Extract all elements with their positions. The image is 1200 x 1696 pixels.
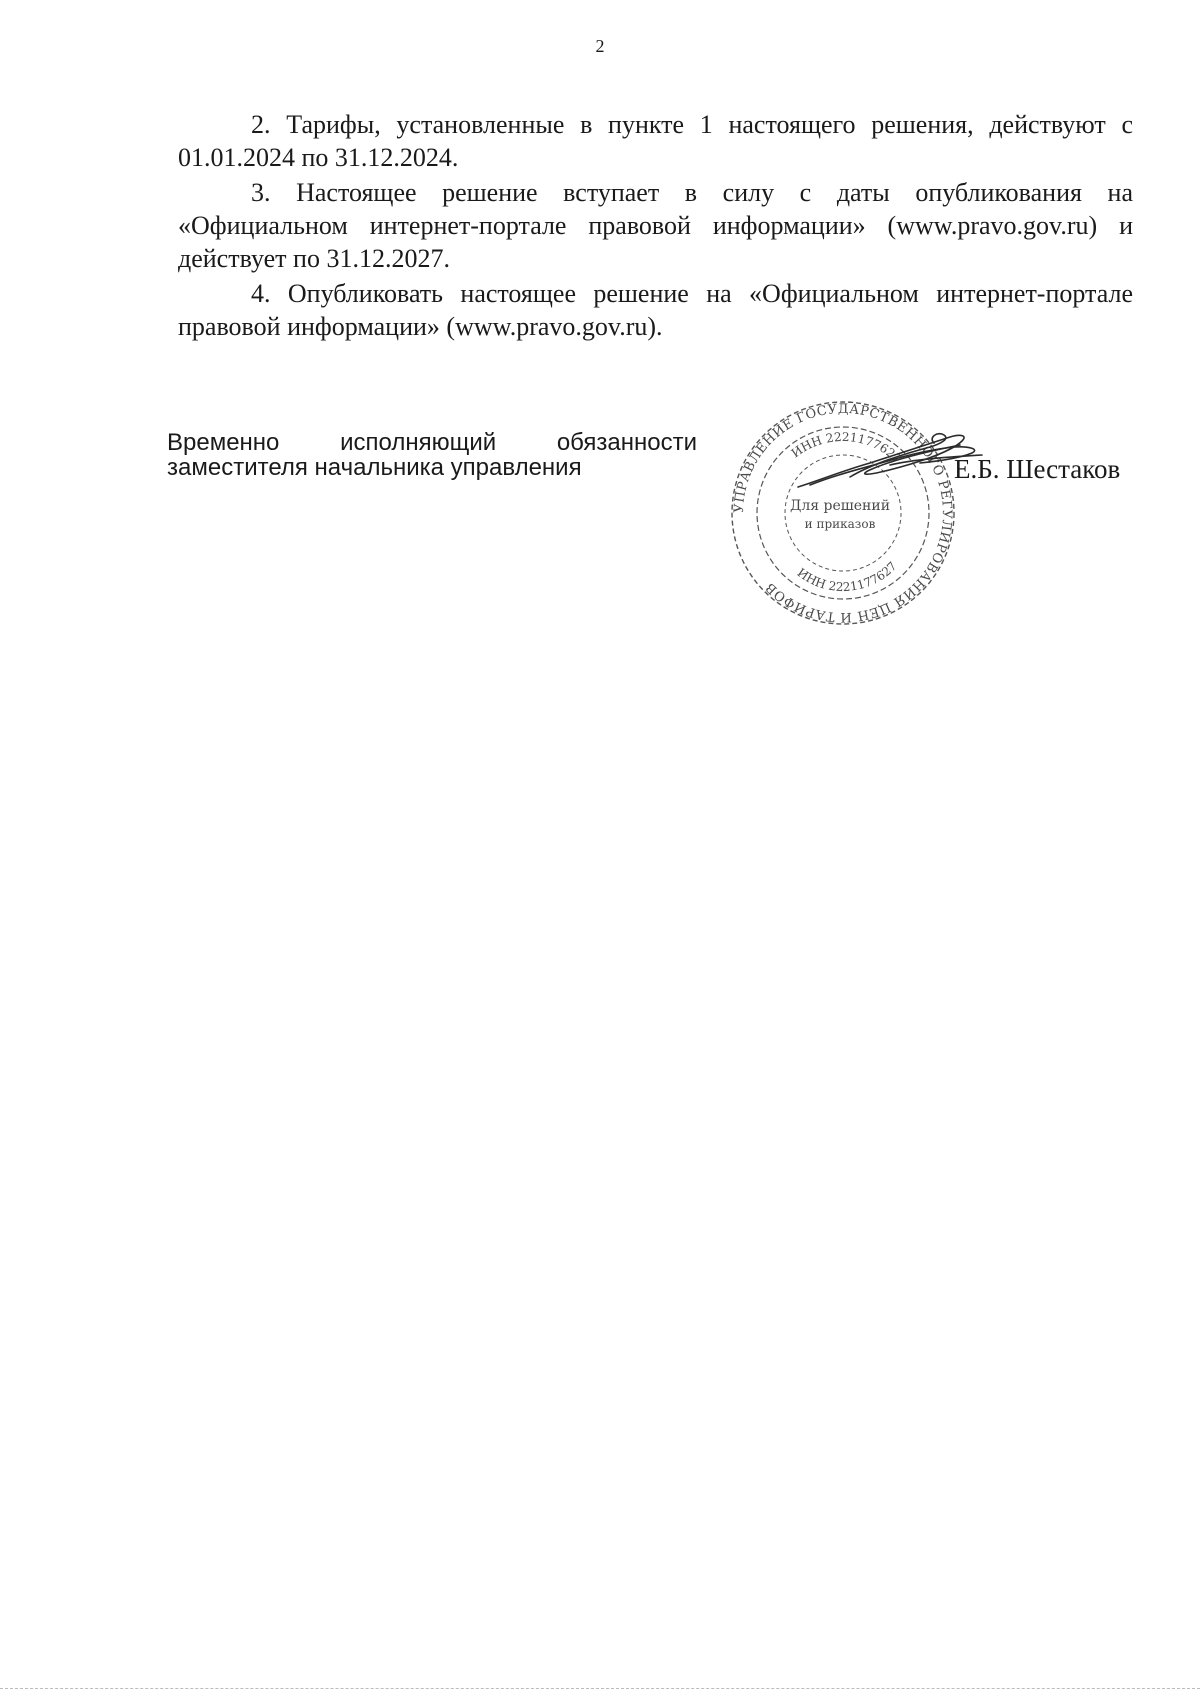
stamp-inn-top: ИНН 2221177627 (788, 429, 905, 466)
signatory-name: Е.Б. Шестаков (954, 454, 1121, 484)
page-number: 2 (595, 36, 605, 56)
paragraph-3: 3. Настоящее решение вступает в силу с даты опубликования на «Официальном интернет-портале правовой информации» (www.pravo.gov.ru) и действует по 31.12.2027. (178, 178, 1133, 273)
stamp-outer-text: УПРАВЛЕНИЕ ГОСУДАРСТВЕННОГО РЕГУЛИРОВАНИЯ ЦЕН И ТАРИФОВ (731, 401, 955, 625)
stamp-inn-bottom: ИНН 2221177627 (794, 559, 900, 595)
signatory-position-line2: заместителя начальника управления (167, 454, 582, 481)
paragraph-4: 4. Опубликовать настоящее решение на «Официальном интернет-портале правовой информации» (www.pravo.gov.ru). (178, 279, 1133, 341)
document-body (178, 108, 1133, 345)
stamp-center-line1: Для решений (789, 498, 891, 514)
paragraph-2: 2. Тарифы, установленные в пункте 1 настоящего решения, действуют с 01.01.2024 по 31.12.2024. (178, 110, 1133, 172)
signatory-position-line1: Временно исполняющий обязанности (167, 429, 697, 456)
signatory-position (167, 430, 697, 480)
scan-bottom-edge (0, 1688, 1200, 1689)
stamp-center-line2: и приказов (804, 517, 876, 531)
